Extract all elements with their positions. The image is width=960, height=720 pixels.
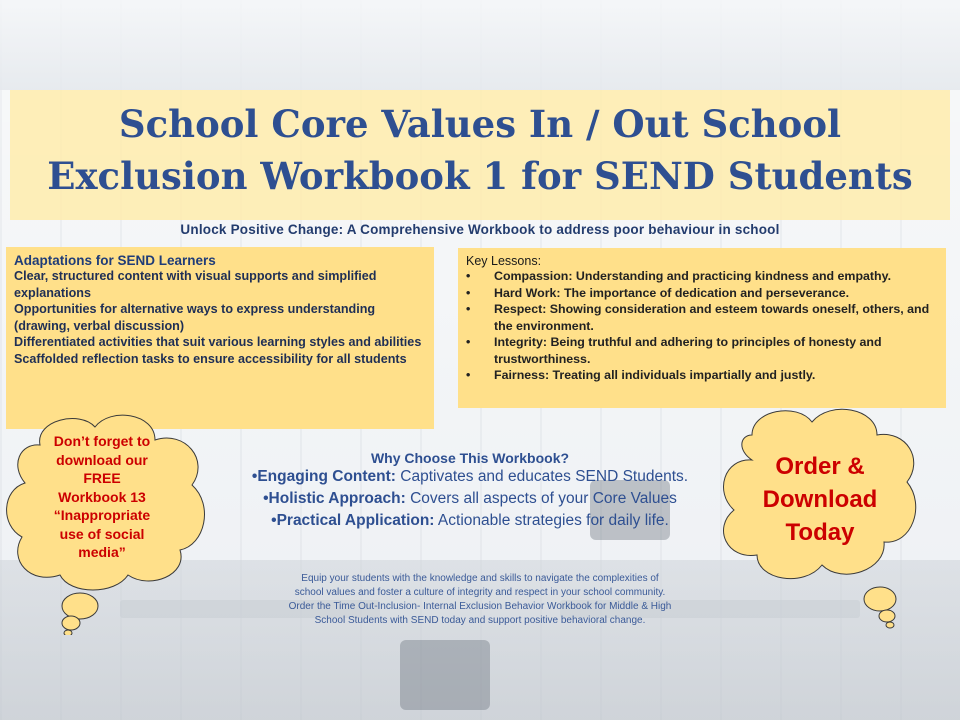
subtitle: Unlock Positive Change: A Comprehensive Workbook to address poor behaviour in school xyxy=(180,222,780,237)
order-text[interactable] xyxy=(745,450,895,549)
adaptation-item: Differentiated activities that suit various learning styles and abilities xyxy=(14,335,422,349)
lesson-text: Hard Work: The importance of dedication and perseverance. xyxy=(494,285,850,300)
cloud-line: media” xyxy=(78,544,126,560)
adaptation-item: Clear, structured content with visual supports and simplified explanations xyxy=(14,269,377,300)
why-heading: Why Choose This Workbook? xyxy=(370,450,570,466)
footer-line: Order the Time Out-Inclusion- Internal Exclusion Behavior Workbook for Middle & High xyxy=(288,601,672,612)
footer-line: School Students with SEND today and support positive behavioral change. xyxy=(314,615,646,626)
adaptations-panel xyxy=(6,247,434,429)
footer-line: Equip your students with the knowledge and skills to navigate the complexities of xyxy=(301,573,659,584)
key-lessons-panel xyxy=(458,248,946,408)
why-section xyxy=(200,450,740,532)
cloud-line: Today xyxy=(785,519,855,546)
why-row xyxy=(200,488,740,510)
chair xyxy=(400,640,490,710)
why-label: •Engaging Content: xyxy=(251,468,396,485)
cloud-line: FREE xyxy=(83,470,121,486)
ceiling xyxy=(0,0,960,90)
why-text: Covers all aspects of your Core Values xyxy=(405,490,677,507)
cloud-line: use of social xyxy=(59,525,145,542)
why-text: Actionable strategies for daily life. xyxy=(434,512,669,529)
why-row xyxy=(200,510,740,532)
cloud-line: Don’t forget to xyxy=(53,433,151,449)
lesson-item: • Fairness: Treating all individuals impartially and justly. xyxy=(466,368,816,382)
why-text: Captivates and educates SEND Students. xyxy=(395,468,689,485)
thought-bubble xyxy=(886,622,894,628)
lesson-item: • Respect: Showing consideration and esteem towards oneself, others, and the environment. xyxy=(466,301,938,334)
adaptation-item: Opportunities for alternative ways to express understanding (drawing, verbal discussion) xyxy=(14,302,376,333)
title-line-1: School Core Values In / Out School xyxy=(118,102,842,146)
lesson-text: Compassion: Understanding and practicing kindness and empathy. xyxy=(494,269,892,283)
thought-bubble xyxy=(62,593,98,619)
footer-line: school values and foster a culture of integrity and respect in your school community. xyxy=(294,587,666,598)
thought-bubble xyxy=(62,616,80,630)
footer-text xyxy=(255,572,705,628)
lesson-text: Respect: Showing consideration and esteem towards oneself, others, and the environment. xyxy=(494,302,930,333)
lesson-item: • Hard Work: The importance of dedication and perseverance. xyxy=(466,285,850,300)
cloud-line: download our xyxy=(56,451,148,468)
thought-bubble xyxy=(879,610,895,622)
cloud-line: Order & xyxy=(775,453,865,480)
lesson-item: • Compassion: Understanding and practicing kindness and empathy. xyxy=(466,269,892,283)
cloud-line: Workbook 13 xyxy=(58,488,146,505)
why-label: •Holistic Approach: xyxy=(263,490,406,507)
cloud-line: Download xyxy=(762,486,878,513)
thought-bubble xyxy=(64,630,72,635)
why-label: •Practical Application: xyxy=(271,512,435,529)
thought-bubble xyxy=(864,587,896,611)
lesson-text: Fairness: Treating all individuals impartially and justly. xyxy=(494,368,816,382)
adaptation-item: Scaffolded reflection tasks to ensure accessibility for all students xyxy=(14,351,407,366)
free-workbook-text xyxy=(22,432,182,562)
key-lessons-heading: Key Lessons: xyxy=(466,254,542,268)
title-line-2: Exclusion Workbook 1 for SEND Students xyxy=(47,154,913,198)
lesson-item: • Integrity: Being truthful and adhering to principles of honesty and trustworthiness. xyxy=(466,334,938,367)
cloud-line: “Inappropriate xyxy=(53,507,151,523)
lesson-text: Integrity: Being truthful and adhering to principles of honesty and trustworthiness. xyxy=(494,335,882,366)
why-row xyxy=(200,466,740,488)
page-title xyxy=(10,98,950,202)
adaptations-heading: Adaptations for SEND Learners xyxy=(14,253,216,268)
